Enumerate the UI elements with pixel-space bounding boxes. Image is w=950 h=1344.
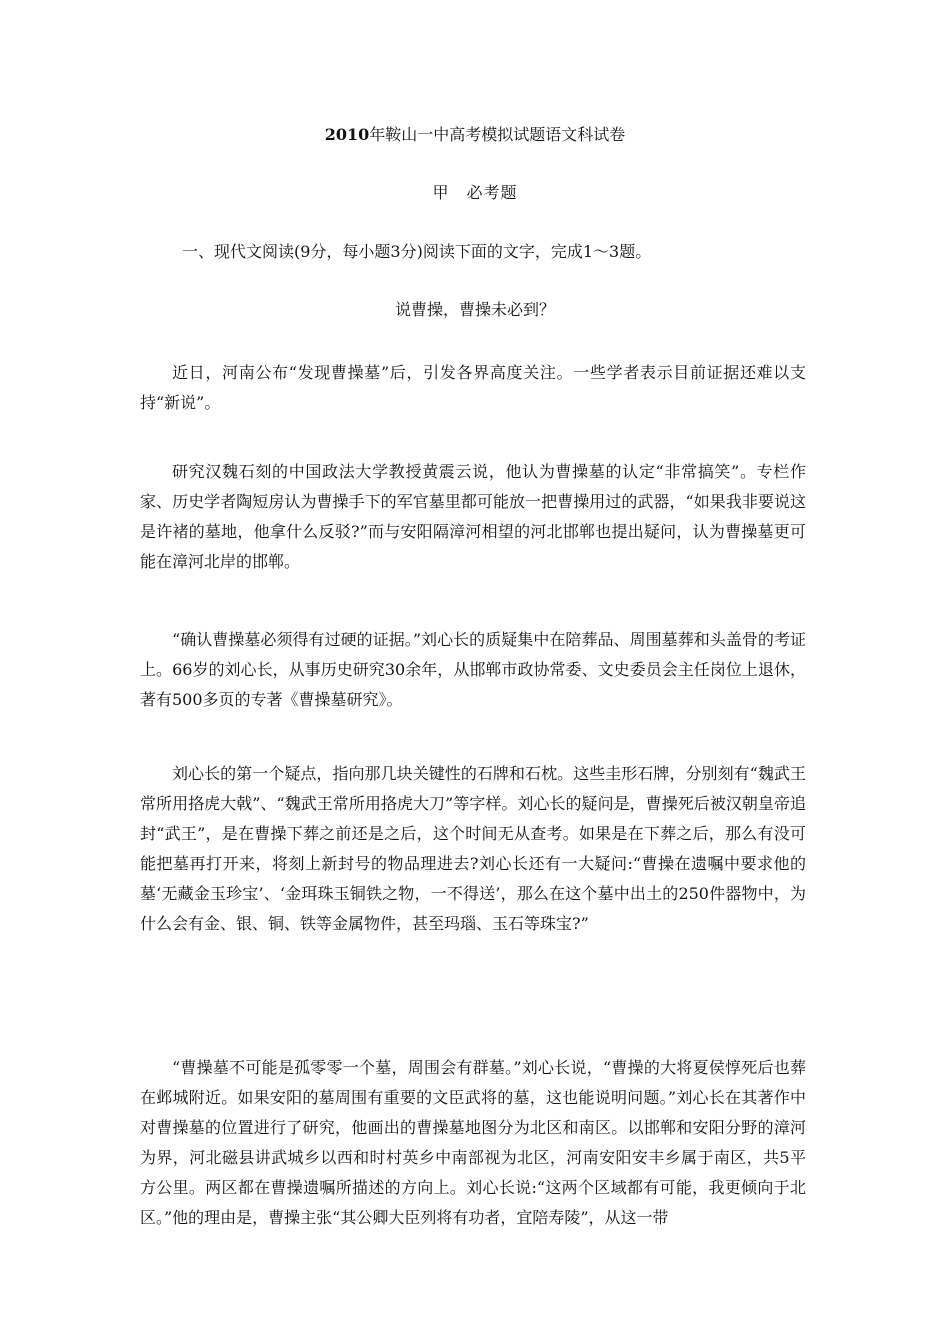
title-year: 2010 (324, 125, 370, 144)
paragraph: “曹操墓不可能是孤零零一个墓，周围会有群墓。”刘心长说，“曹操的大将夏侯惇死后也葬在邺城附近。如果安阳的墓周围有重要的文臣武将的墓，这也能说明问题。”刘心长在其著作中对曹操墓的位置进行了研究，他画出的曹操墓地图分为北区和南区。以邯郸和安阳分野的漳河为界，河北磁县讲武城乡以西和时村英乡中南部视为北区，河南安阳安丰乡属于南区，共5平方公里。两区都在曹操遗嘱所描述的方向上。刘心长说:“这两个区域都有可能，我更倾向于北区。”他的理由是，曹操主张“其公卿大臣列将有功者，宜陪寿陵”，从这一带 (140, 1058, 806, 1227)
title-text: 年鞍山一中高考模拟试题语文科试卷 (369, 125, 626, 144)
paragraph: 刘心长的第一个疑点，指向那几块关键性的石牌和石枕。这些圭形石牌，分别刻有“魏武王常所用挌虎大戟”、“魏武王常所用挌虎大刀”等字样。刘心长的疑问是，曹操死后被汉朝皇帝追封“武王”，是在曹操下葬之前还是之后，这个时间无从查考。如果是在下葬之后，那么有没可能把墓再打开来，将刻上新封号的物品理进去?刘心长还有一大疑问:“曹操在遗嘱中要求他的墓‘无藏金玉珍宝’、‘金珥珠玉铜铁之物，一不得送’，那么在这个墓中出土的250件器物中，为什么会有金、银、铜、铁等金属物件，甚至玛瑙、玉石等珠宝?” (140, 764, 806, 933)
question-instruction: 一、现代文阅读(9分，每小题3分)阅读下面的文字，完成1～3题。 (182, 242, 652, 261)
section-heading: 甲 必考题 (432, 183, 518, 202)
paragraph: 近日，河南公布“发现曹操墓”后，引发各界高度关注。一些学者表示目前证据还难以支持“新说”。 (140, 363, 806, 412)
article-title: 说曹操，曹操未必到？ (394, 300, 555, 319)
paragraph: “确认曹操墓必须得有过硬的证据。”刘心长的质疑集中在陪葬品、周围墓葬和头盖骨的考证上。66岁的刘心长，从事历史研究30余年，从邯郸市政协常委、文史委员会主任岗位上退休，著有500多页的专著《曹操墓研究》。 (140, 630, 806, 709)
document-title (0, 123, 950, 147)
paragraph: 研究汉魏石刻的中国政法大学教授黄震云说，他认为曹操墓的认定“非常搞笑”。专栏作家、历史学者陶短房认为曹操手下的军官墓里都可能放一把曹操用过的武器，“如果我非要说这是许褚的墓地，他拿什么反驳?”而与安阳隔漳河相望的河北邯郸也提出疑问，认为曹操墓更可能在漳河北岸的邯郸。 (140, 462, 806, 571)
